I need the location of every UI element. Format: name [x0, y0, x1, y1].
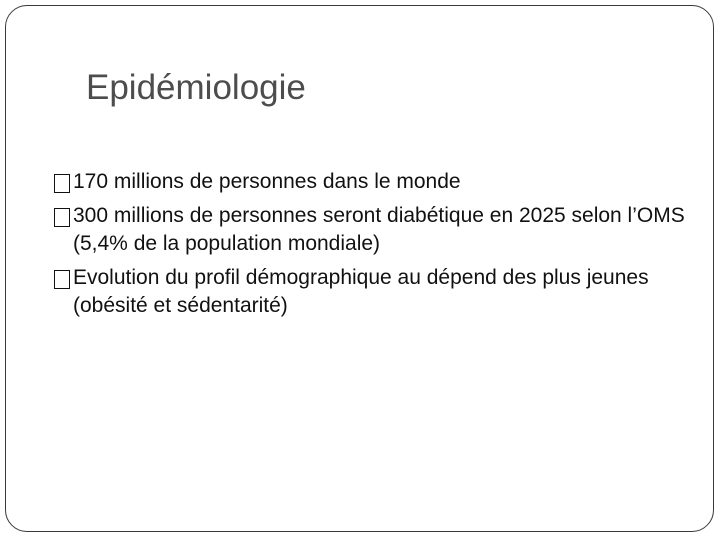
- missing-glyph-box-icon: [54, 174, 70, 193]
- bullet-list: [54, 168, 704, 326]
- missing-glyph-box-icon: [54, 208, 70, 227]
- bullet-text: 300 millions de personnes seront diabétique en 2025 selon l’OMS (5,4% de la population mondiale): [73, 204, 685, 255]
- slide-frame: [5, 5, 714, 532]
- bullet-item: [54, 168, 704, 196]
- bullet-item: [54, 202, 704, 258]
- slide-title: Epidémiologie: [86, 68, 306, 107]
- bullet-text: Evolution du profil démographique au dépend des plus jeunes (obésité et sédentarité): [73, 266, 649, 317]
- missing-glyph-box-icon: [54, 270, 70, 289]
- bullet-item: [54, 264, 704, 320]
- bullet-text: 170 millions de personnes dans le monde: [73, 170, 461, 193]
